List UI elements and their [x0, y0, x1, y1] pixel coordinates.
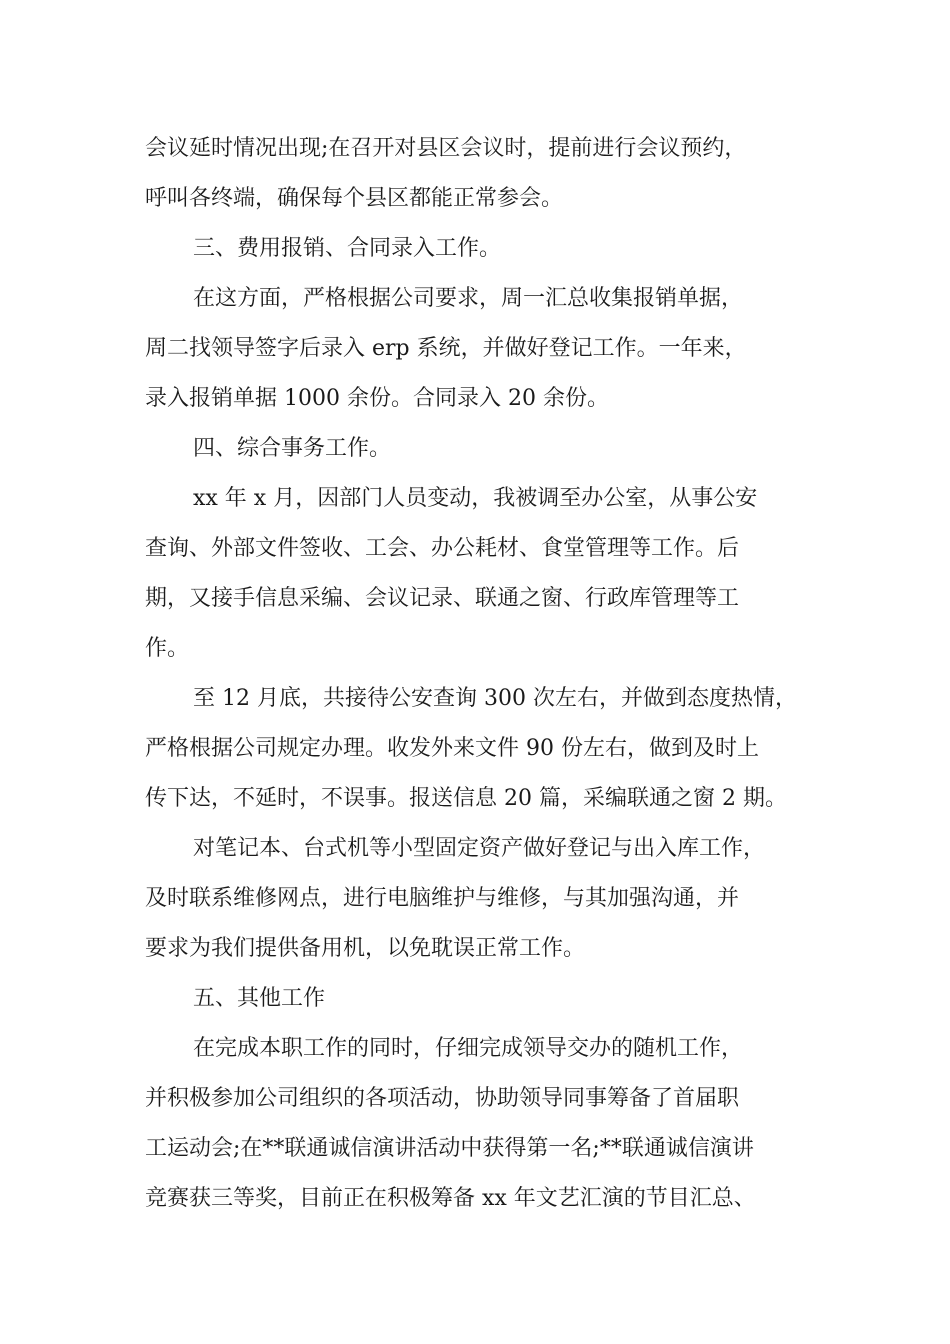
text-line: 录入报销单据 1000 余份。合同录入 20 余份。: [145, 386, 609, 411]
text-line: 严格根据公司规定办理。收发外来文件 90 份左右，做到及时上: [145, 736, 759, 761]
text-line: 会议延时情况出现;在召开对县区会议时，提前进行会议预约，: [145, 136, 747, 161]
text-line: 查询、外部文件签收、工会、办公耗材、食堂管理等工作。后: [145, 536, 740, 561]
heading-text: 四、综合事务工作。: [193, 436, 392, 461]
paragraph-other-work: [145, 1024, 825, 1224]
text-line: xx 年 x 月，因部门人员变动，我被调至办公室，从事公安: [193, 486, 758, 511]
text-line: 作。: [145, 636, 190, 661]
text-line: 对笔记本、台式机等小型固定资产做好登记与出入库工作，: [193, 836, 766, 861]
section-heading-expense: [145, 224, 825, 274]
document-body: [145, 124, 825, 1224]
text-line: 在完成本职工作的同时，仔细完成领导交办的随机工作，: [193, 1036, 744, 1061]
text-line: 工运动会;在**联通诚信演讲活动中获得第一名;**联通诚信演讲: [145, 1136, 754, 1161]
text-line: 传下达，不延时，不误事。报送信息 20 篇，采编联通之窗 2 期。: [145, 786, 787, 811]
paragraph-expense: [145, 274, 825, 424]
paragraph-assets: [145, 824, 825, 974]
text-line: 呼叫各终端，确保每个县区都能正常参会。: [145, 186, 564, 211]
section-heading-other-work: [145, 974, 825, 1024]
text-line: 周二找领导签字后录入 erp 系统，并做好登记工作。一年来，: [145, 336, 747, 361]
section-heading-general-affairs: [145, 424, 825, 474]
paragraph-office-transfer: [145, 474, 825, 674]
paragraph-meeting-continued: [145, 124, 825, 224]
heading-text: 三、费用报销、合同录入工作。: [193, 236, 502, 261]
text-line: 并积极参加公司组织的各项活动，协助领导同事筹备了首届职: [145, 1086, 740, 1111]
text-line: 及时联系维修网点，进行电脑维护与维修，与其加强沟通，并: [145, 886, 740, 911]
text-line: 期，又接手信息采编、会议记录、联通之窗、行政库管理等工: [145, 586, 740, 611]
text-line: 在这方面，严格根据公司要求，周一汇总收集报销单据，: [193, 286, 744, 311]
heading-text: 五、其他工作: [193, 986, 326, 1011]
text-line: 要求为我们提供备用机，以免耽误正常工作。: [145, 936, 586, 961]
paragraph-statistics: [145, 674, 825, 824]
text-line: 竞赛获三等奖，目前正在积极筹备 xx 年文艺汇演的节目汇总、: [145, 1186, 756, 1211]
text-line: 至 12 月底，共接待公安查询 300 次左右，并做到态度热情，: [193, 686, 797, 711]
